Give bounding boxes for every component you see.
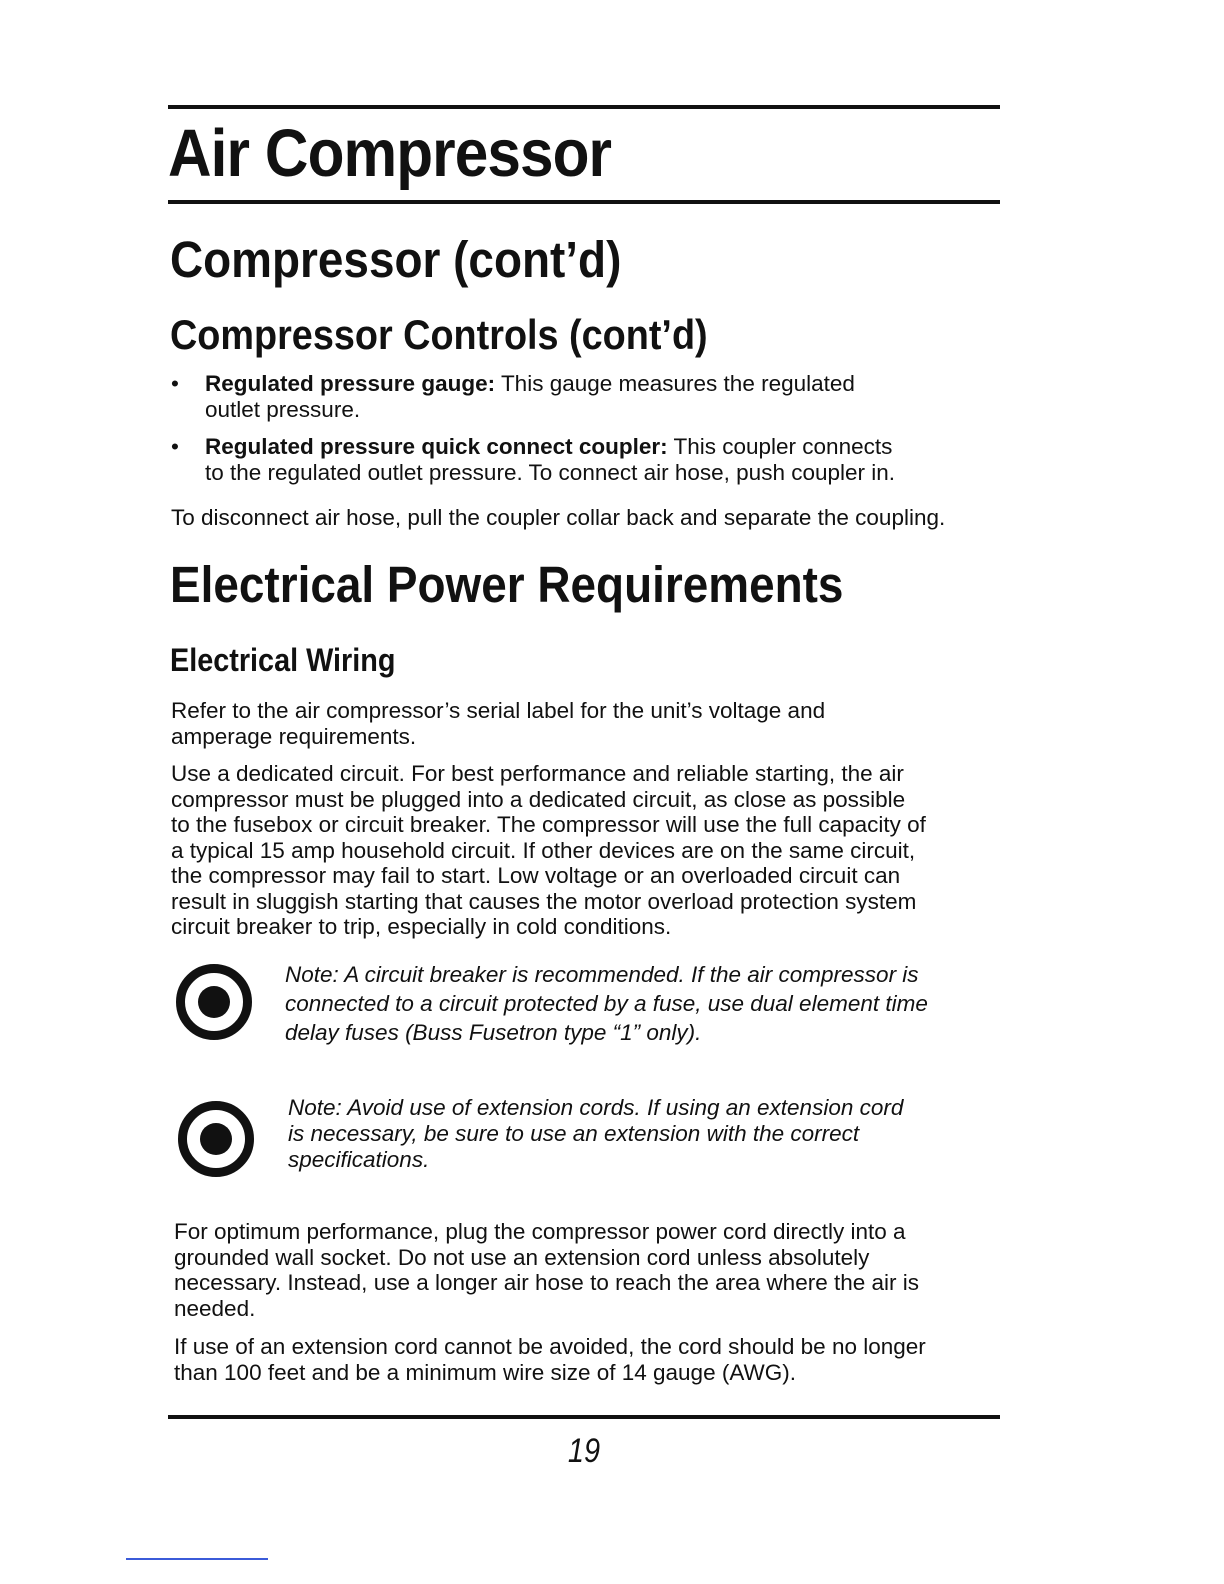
note-line: Note: A circuit breaker is recommended. If the air compressor is	[285, 962, 919, 987]
paragraph-line: grounded wall socket. Do not use an extension cord unless absolutely	[174, 1244, 870, 1270]
paragraph-line: necessary. Instead, use a longer air hose to reach the area where the air is	[174, 1270, 920, 1295]
note-bullseye-icon	[178, 1101, 254, 1177]
paragraph-line: compressor must be plugged into a dedicated circuit, as close as possible	[171, 786, 906, 812]
note-line: Note: Avoid use of extension cords. If using an extension cord	[288, 1095, 904, 1120]
bullet-text: to the regulated outlet pressure. To connect air hose, push coupler in.	[205, 459, 896, 485]
title-underline-rule	[168, 200, 1000, 204]
subsection-title-wiring: Electrical Wiring	[170, 642, 396, 678]
optimum-performance-paragraph	[174, 1219, 919, 1321]
bullet-text: This gauge measures the regulated	[500, 371, 855, 396]
paragraph-line: circuit breaker to trip, especially in cold conditions.	[171, 914, 672, 939]
paragraph-line: For optimum performance, plug the compressor power cord directly into a	[174, 1219, 906, 1244]
note-line: delay fuses (Buss Fusetron type “1” only).	[285, 1020, 702, 1045]
note-line: is necessary, be sure to use an extension with the correct	[288, 1121, 860, 1146]
bullet-text: This coupler connects	[673, 434, 893, 459]
subsection-title-controls: Compressor Controls (cont’d)	[170, 311, 708, 358]
note-circuit-breaker	[285, 960, 928, 1047]
disconnect-paragraph: To disconnect air hose, pull the coupler collar back and separate the coupling.	[171, 505, 946, 530]
note-extension-cords	[288, 1095, 903, 1173]
section-title-electrical: Electrical Power Requirements	[170, 556, 844, 613]
bullet-dot: •	[171, 434, 179, 459]
bullet-text: outlet pressure.	[205, 396, 361, 422]
bullet-dot: •	[171, 371, 179, 396]
dedicated-circuit-paragraph	[171, 761, 926, 940]
paragraph-line: Refer to the air compressor’s serial label for the unit’s voltage and	[171, 698, 826, 723]
paragraph-line: than 100 feet and be a minimum wire size of 14 gauge (AWG).	[174, 1359, 796, 1385]
paragraph-line: to the fusebox or circuit breaker. The compressor will use the full capacity of	[171, 812, 926, 837]
bottom-rule	[168, 1415, 1000, 1419]
paragraph-line: the compressor may fail to start. Low voltage or an overloaded circuit can	[171, 863, 901, 888]
page-number: 19	[567, 1432, 601, 1470]
paragraph-line: Use a dedicated circuit. For best performance and reliable starting, the air	[171, 761, 904, 786]
extension-cord-paragraph	[174, 1334, 926, 1385]
paragraph-line: needed.	[174, 1295, 256, 1321]
paragraph-line: amperage requirements.	[171, 723, 417, 749]
bullet-lead: Regulated pressure quick connect coupler:	[205, 434, 668, 459]
section-title: Compressor (cont’d)	[170, 231, 622, 288]
serial-label-paragraph	[171, 698, 825, 749]
paragraph-line: If use of an extension cord cannot be avoided, the cord should be no longer	[174, 1334, 926, 1359]
note-line: connected to a circuit protected by a fuse, use dual element time	[285, 991, 928, 1016]
chapter-title: Air Compressor	[168, 116, 612, 191]
note-bullseye-icon	[176, 964, 252, 1040]
bullet-lead: Regulated pressure gauge:	[205, 371, 496, 396]
paragraph-line: a typical 15 amp household circuit. If other devices are on the same circuit,	[171, 837, 916, 863]
paragraph-line: result in sluggish starting that causes the motor overload protection system	[171, 888, 917, 914]
note-line: specifications.	[288, 1147, 430, 1172]
footer-underline-mark	[126, 1558, 268, 1560]
